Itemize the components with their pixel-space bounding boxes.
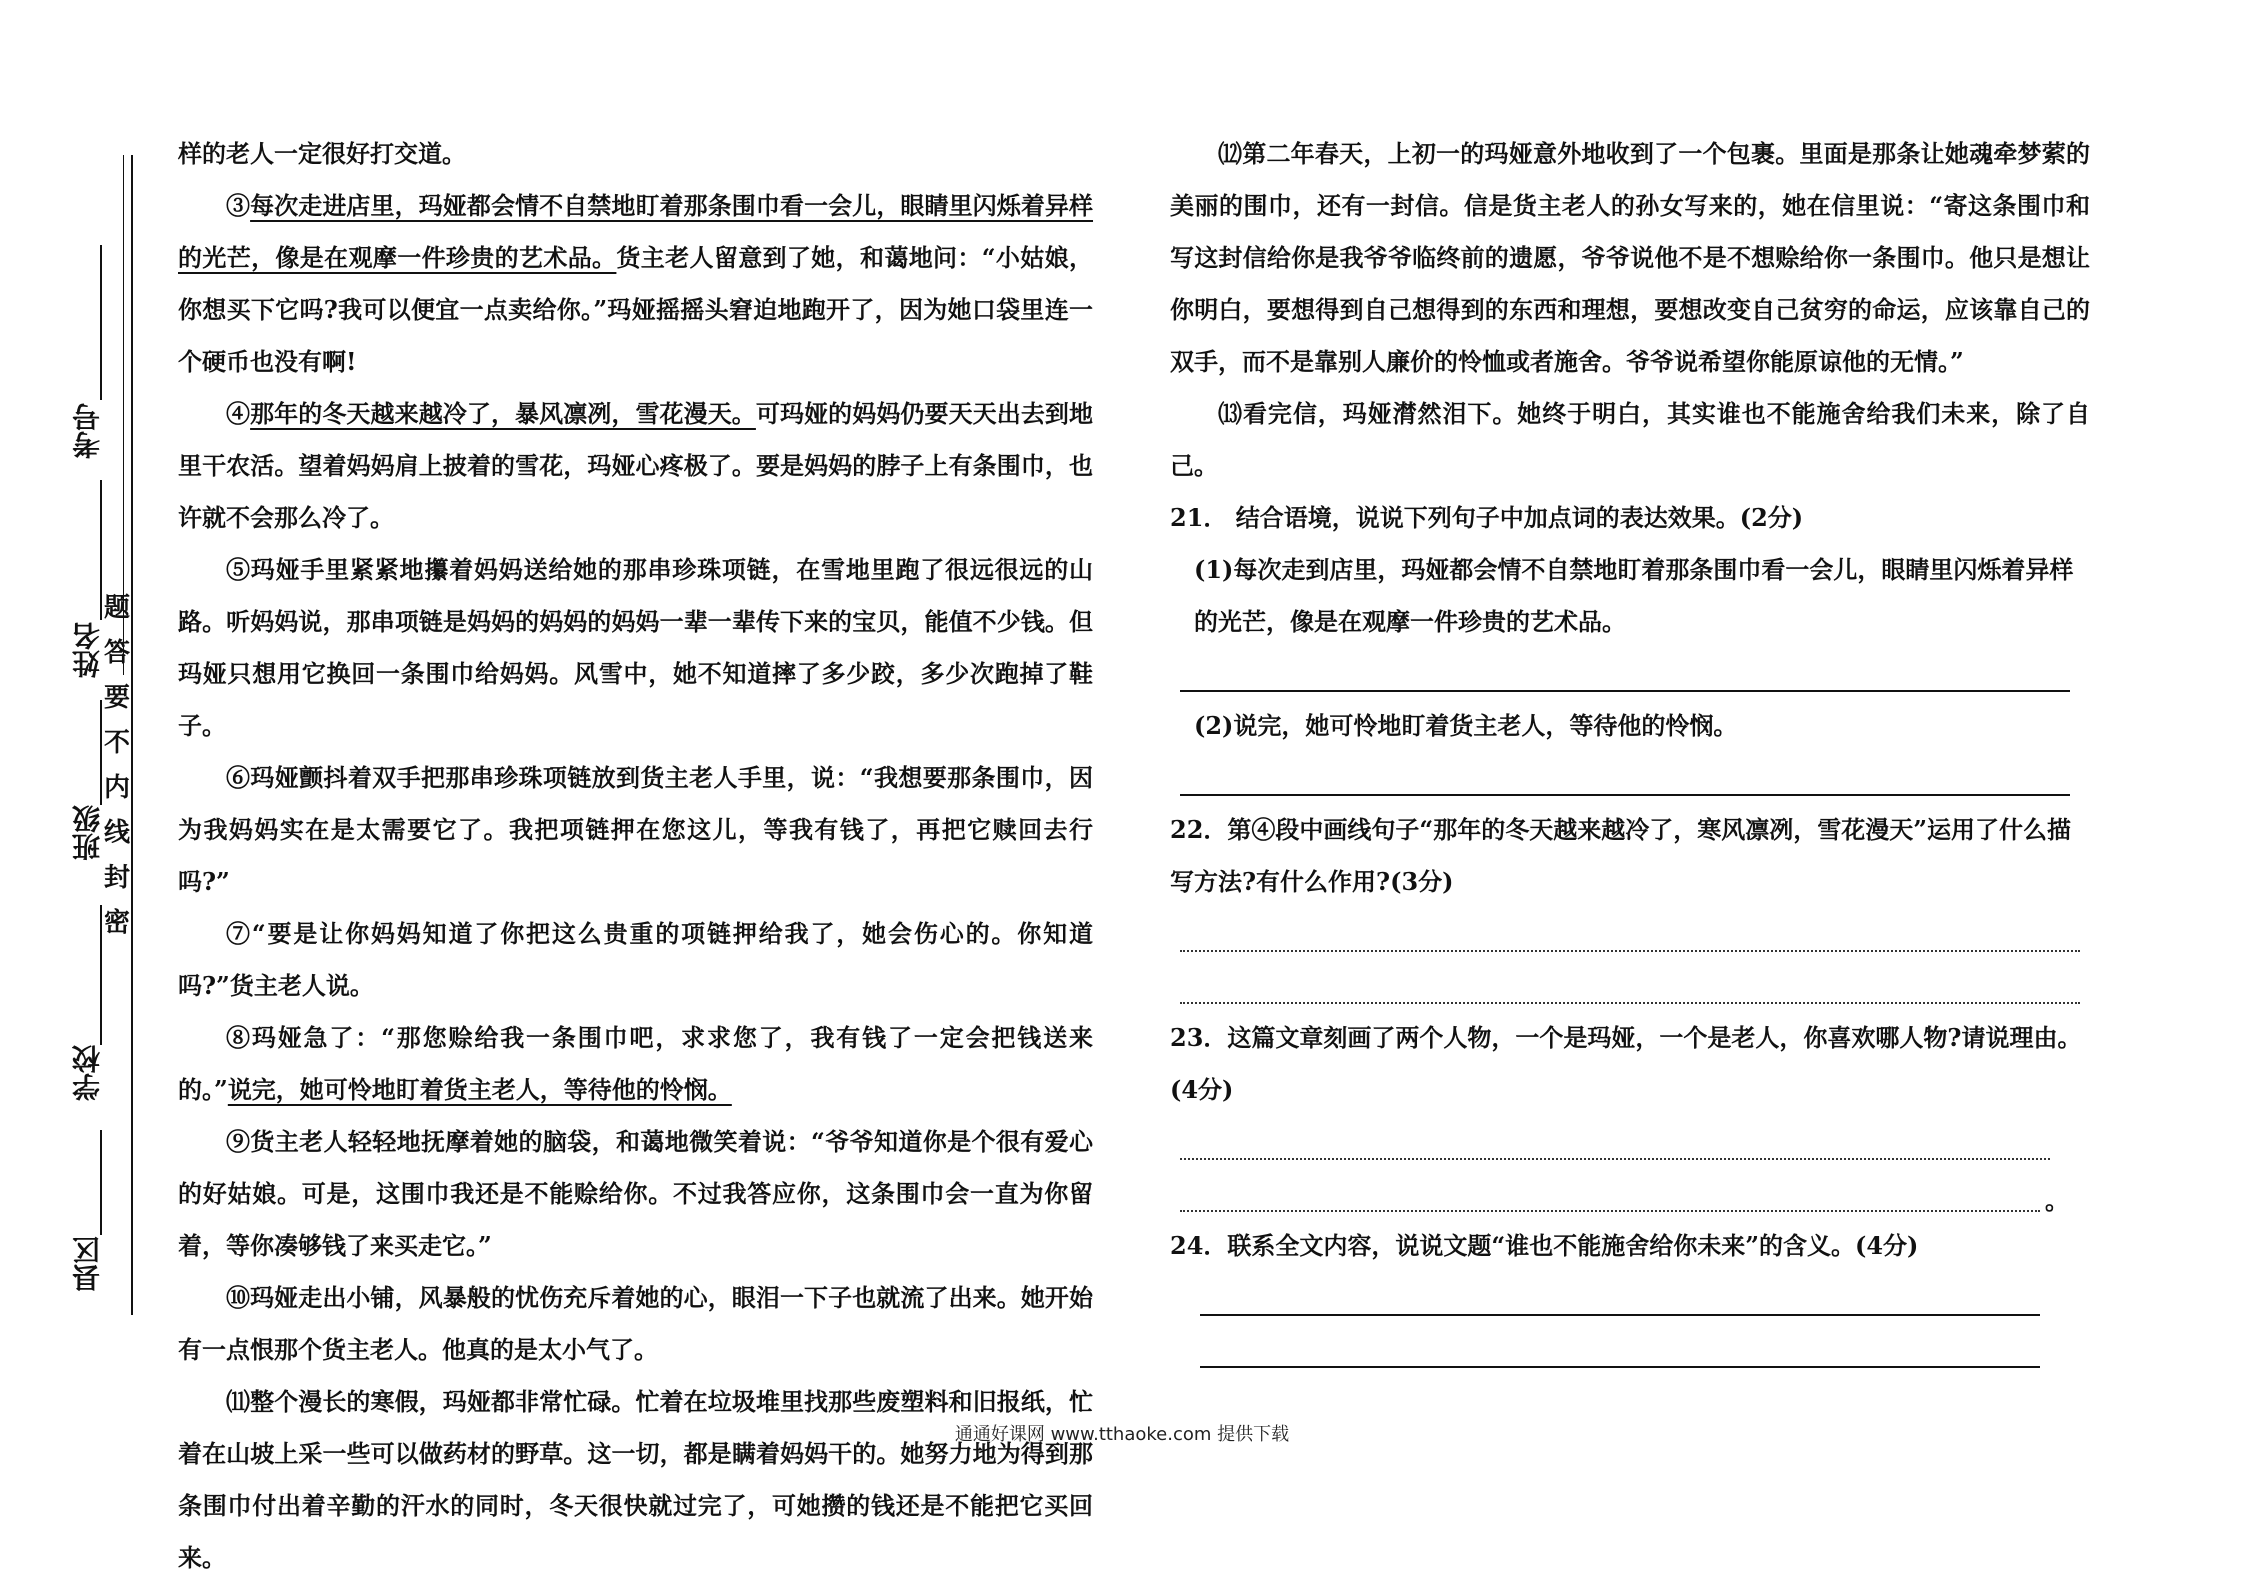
answer-line-24-2[interactable] (1170, 1324, 2090, 1376)
question-22: 22．第④段中画线句子“那年的冬天越来越冷了，寒风凛冽，雪花漫天”运用了什么描写方法?有什么作用?(3分) (1170, 815, 2072, 896)
passage-paragraph-9: ⑨货主老人轻轻地抚摩着她的脑袋，和蔼地微笑着说：“爷爷知道你是个很有爱心的好姑娘。可是，这围巾我还是不能赊给你。不过我答应你，这条围巾会一直为你留着，等你凑够钱了来买走它。” (178, 1127, 1093, 1260)
underlined-sentence: 每次走进店里，玛娅都会情不自禁地盯着那条围巾看一会儿，眼睛里闪烁着异样的光芒，像是在观摩一件珍贵的艺术品。 (178, 191, 1094, 272)
questions-section (1170, 128, 2090, 1376)
answer-line-22-1[interactable] (1170, 908, 2090, 960)
footer-source: 通通好课网 www.tthaoke.com 提供下载 (954, 1424, 1290, 1445)
class-blank (100, 700, 102, 805)
question-23: 23．这篇文章刻画了两个人物，一个是玛娅，一个是老人，你喜欢哪人物?请说理由。(4分) (1170, 1023, 2082, 1104)
passage-paragraph-6: ⑥玛娅颤抖着双手把那串珍珠项链放到货主老人手里，说：“我想要那条围巾，因为我妈妈实在是太需要它了。我把项链押在您这儿，等我有钱了，再把它赎回去行吗?” (178, 763, 1093, 896)
question-21-2: (2)说完，她可怜地盯着货主老人，等待他的怜悯。 (1194, 711, 1738, 740)
passage-paragraph-8: ⑧玛娅急了：“那您赊给我一条围巾吧，求求您了，我有钱了一定会把钱送来的。”说完，她可怜地盯着货主老人，等待他的怜悯。 (178, 1023, 1093, 1104)
school-label: 学校 (71, 1045, 104, 1101)
answer-line-23-2[interactable] (1170, 1168, 2090, 1220)
binding-margin (0, 0, 150, 1536)
passage-paragraph-4: ④那年的冬天越来越冷了，暴风凛冽，雪花漫天。可玛娅的妈妈仍要天天出去到地里干农活。望着妈妈肩上披着的雪花，玛娅心疼极了。要是妈妈的脖子上有条围巾，也许就不会那么冷了。 (178, 399, 1094, 532)
passage-paragraph-3: ③每次走进店里，玛娅都会情不自禁地盯着那条围巾看一会儿，眼睛里闪烁着异样的光芒，像是在观摩一件珍贵的艺术品。货主老人留意到了她，和蔼地问：“小姑娘，你想买下它吗?我可以便宜一点卖给你。”玛娅摇摇头窘迫地跑开了，因为她口袋里连一个硬币也没有啊! (178, 191, 1094, 376)
passage-paragraph: 样的老人一定很好打交道。 (178, 139, 466, 168)
seal-char: 不 (104, 728, 131, 758)
seal-char: 题 (104, 593, 131, 623)
name-blank (100, 480, 102, 620)
seal-char: 内 (104, 773, 131, 803)
passage-paragraph-10: ⑩玛娅走出小铺，风暴般的忧伤充斥着她的心，眼泪一下子也就流了出来。她开始有一点恨那个货主老人。他真的是太小气了。 (178, 1283, 1093, 1364)
seal-char: 密 (104, 908, 131, 938)
exam-no-blank (100, 245, 102, 400)
answer-line-end-mark: 。 (2045, 1186, 2069, 1215)
class-label: 班级 (71, 805, 104, 861)
seal-char: 封 (104, 863, 131, 893)
answer-line-22-2[interactable] (1170, 960, 2090, 1012)
question-21: 21． 结合语境，说说下列句子中加点词的表达效果。(2分) (1170, 503, 1804, 532)
question-21-1: (1)每次走到店里，玛娅都会情不自禁地盯着那条围巾看一会儿，眼睛里闪烁着异样的光芒，像是在观摩一件珍贵的艺术品。 (1194, 555, 2074, 636)
seal-char: 要 (104, 683, 131, 713)
district-blank (100, 1130, 102, 1235)
underlined-sentence: 那年的冬天越来越冷了，暴风凛冽，雪花漫天。 (250, 399, 756, 428)
exam-no-label: 考号 (71, 403, 104, 459)
answer-line-21-1[interactable] (1170, 648, 2090, 700)
answer-line-23-1[interactable] (1170, 1116, 2090, 1168)
school-blank (100, 905, 102, 1045)
name-label: 姓名 (71, 622, 104, 678)
passage-paragraph-11: ⑾整个漫长的寒假，玛娅都非常忙碌。忙着在垃圾堆里找那些废塑料和旧报纸，忙着在山坡上采一些可以做药材的野草。这一切，都是瞒着妈妈干的。她努力地为得到那条围巾付出着辛勤的汗水的同时，冬天很快就过完了，可她攒的钱还是不能把它买回来。 (178, 1387, 1093, 1572)
district-label: 县区 (71, 1236, 104, 1292)
seal-char: 答 (104, 638, 131, 668)
passage-paragraph-12: ⑿第二年春天，上初一的玛娅意外地收到了一个包裹。里面是那条让她魂牵梦萦的美丽的围巾，还有一封信。信是货主老人的孙女写来的，她在信里说：“寄这条围巾和写这封信给你是我爷爷临终前的遗愿，爷爷说他不是不想赊给你一条围巾。他只是想让你明白，要想得到自己想得到的东西和理想，要想改变自己贫穷的命运，应该靠自己的双手，而不是靠别人廉价的怜恤或者施舍。爷爷说希望你能原谅他的无情。” (1170, 139, 2090, 376)
reading-passage (178, 128, 1093, 1584)
answer-line-21-2[interactable] (1170, 752, 2090, 804)
passage-paragraph-7: ⑦“要是让你妈妈知道了你把这么贵重的项链押给我了，她会伤心的。你知道吗?”货主老人说。 (178, 919, 1093, 1000)
underlined-sentence: 说完，她可怜地盯着货主老人，等待他的怜悯。 (227, 1075, 732, 1104)
binding-line-outer (131, 155, 133, 1315)
passage-paragraph-5: ⑤玛娅手里紧紧地攥着妈妈送给她的那串珍珠项链，在雪地里跑了很远很远的山路。听妈妈说，那串项链是妈妈的妈妈的妈妈一辈一辈传下来的宝贝，能值不少钱。但玛娅只想用它换回一条围巾给妈妈。风雪中，她不知道摔了多少跤，多少次跑掉了鞋子。 (178, 555, 1093, 740)
answer-line-24-1[interactable] (1170, 1272, 2090, 1324)
seal-char: 线 (104, 818, 131, 848)
question-24: 24．联系全文内容，说说文题“谁也不能施舍给你未来”的含义。(4分) (1170, 1231, 1919, 1260)
passage-paragraph-13: ⒀看完信，玛娅潸然泪下。她终于明白，其实谁也不能施舍给我们未来，除了自己。 (1170, 399, 2090, 480)
